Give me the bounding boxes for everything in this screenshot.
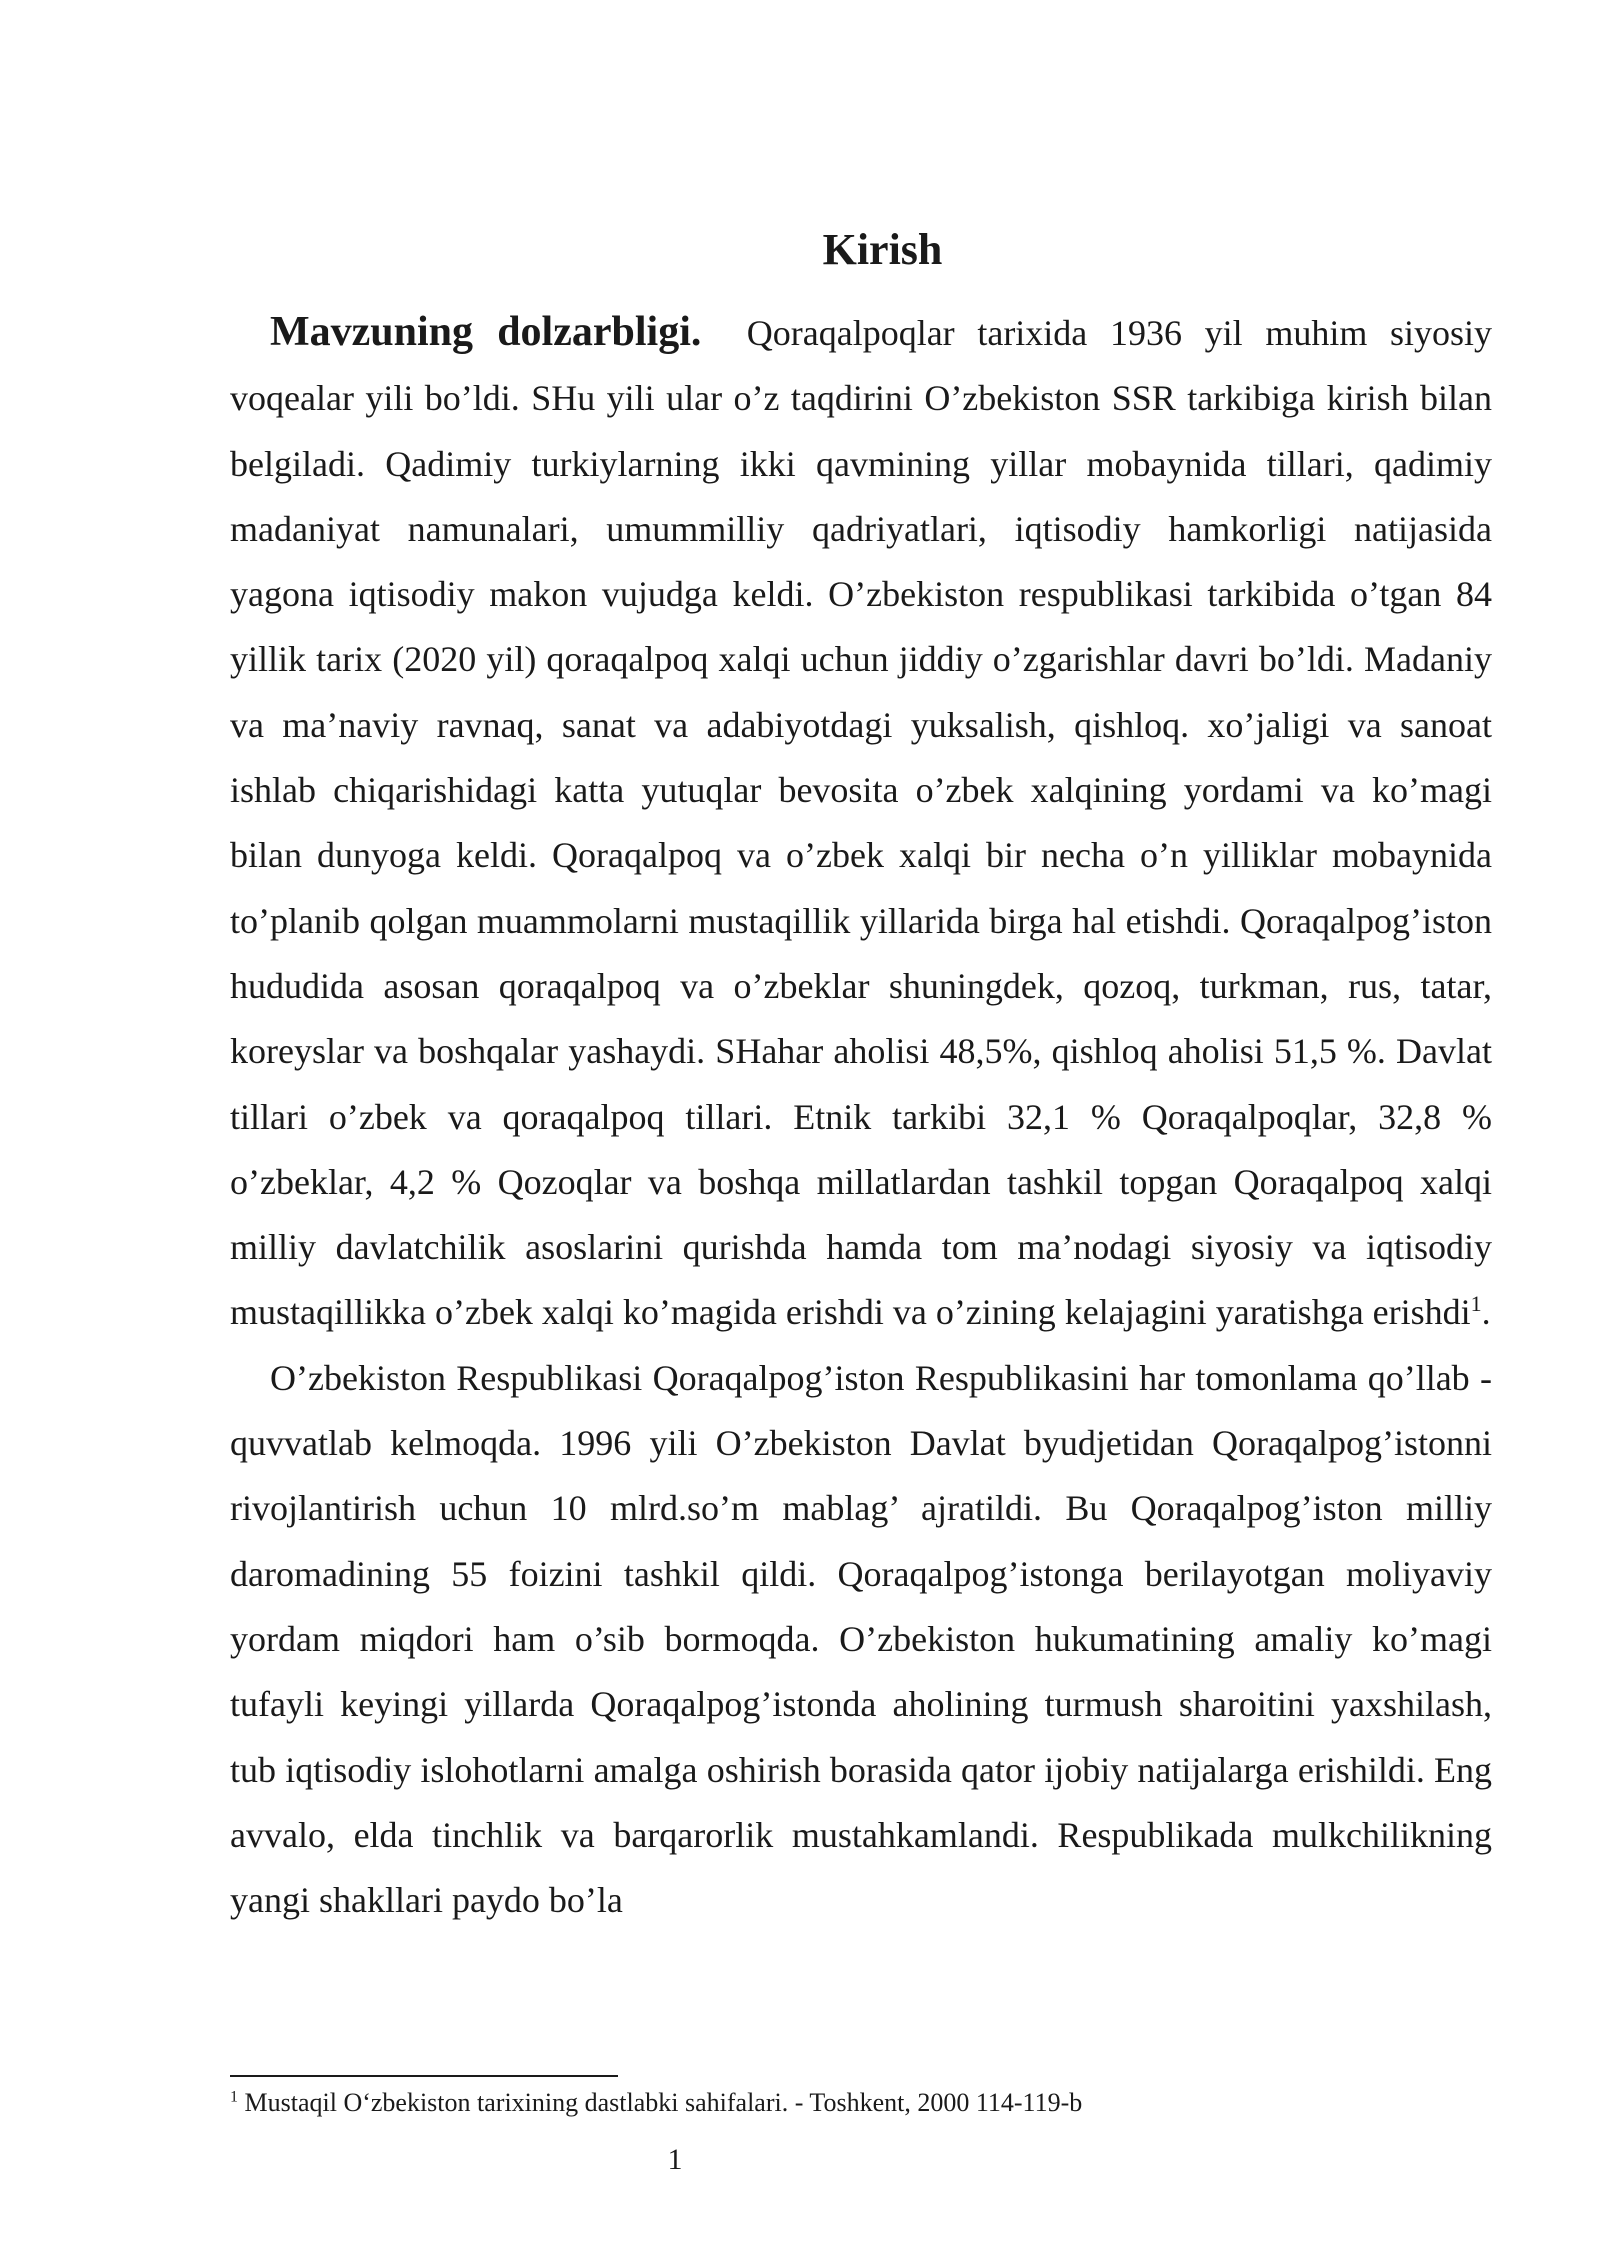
footnote-text: Mustaqil O‘zbekiston tarixining dastlabki sahifalari. - Toshkent, 2000 114-119-b [244,2088,1083,2117]
lead-heading: Mavzuning dolzarbligi. [270,309,702,355]
body-text [230,300,1492,1933]
footnote [230,2086,1082,2120]
paragraph-1-trailing: . [1481,1292,1491,1333]
page-title: Kirish [822,225,943,274]
paragraph-1-text: Qoraqalpoqlar tarixida 1936 yil muhim siyosiy voqealar yili bo’ldi. SHu yili ular o’z taqdirini O’zbekiston SSR tarkibiga kirish bilan belgiladi. Qadimiy turkiylarning ikki qavmining yillar mobaynida tillari, qadimiy madaniyat namunalari, umummilliy qadriyatlari, iqtisodiy hamkorligi natijasida yagona iqtisodiy makon vujudga keldi. O’zbekiston respublikasi tarkibida o’tgan 84 yillik tarix (2020 yil) qoraqalpoq xalqi uchun jiddiy o’zgarishlar davri bo’ldi. Madaniy va ma’naviy ravnaq, sanat va adabiyotdagi yuksalish, qishloq. xo’jaligi va sanoat ishlab chiqarishidagi katta yutuqlar bevosita o’zbek xalqining yordami va ko’magi bilan dunyoga keldi. Qoraqalpoq va o’zbek xalqi bir necha o’n yilliklar mobaynida to’planib qolgan muammolarni mustaqillik yillarida birga hal etishdi. Qoraqalpog’iston hududida asosan qoraqalpoq va o’zbeklar shuningdek, qozoq, turkman, rus, tatar, koreyslar va boshqalar yashaydi. SHahar aholisi 48,5%, qishloq aholisi 51,5 %. Davlat tillari o’zbek va qoraqalpoq tillari. Etnik tarkibi 32,1 % Qoraqalpoqlar, 32,8 % o’zbeklar, 4,2 % Qozoqlar va boshqa millatlardan tashkil topgan Qoraqalpoq xalqi milliy davlatchilik asoslarini qurishda hamda tom ma’nodagi siyosiy va iqtisodiy mustaqillikka o’zbek xalqi ko’magida erishdi va o’zining kelajagini yaratishga erishdi [230,313,1493,1333]
footnote-marker: 1 [230,2088,238,2106]
paragraph-2-text: O’zbekiston Respublikasi Qoraqalpog’iston Respublikasini har tomonlama qo’llab - quvvatlab kelmoqda. 1996 yili O’zbekiston Davlat byudjetidan Qoraqalpog’istonni rivojlantirish uchun 10 mlrd.so’m mablag’ ajratildi. Bu Qoraqalpog’iston milliy daromadining 55 foizini tashkil qildi. Qoraqalpog’istonga berilayotgan moliyaviy yordam miqdori ham o’sib bormoqda. O’zbekiston hukumatining amaliy ko’magi tufayli keyingi yillarda Qoraqalpog’istonda aholining turmush sharoitini yaxshilash, tub iqtisodiy islohotlarni amalga oshirish borasida qator ijobiy natijalarga erishildi. Eng avvalo, elda tinchlik va barqarorlik mustahkamlandi. Respublikada mulkchilikning yangi shakllari paydo bo’la [230,1357,1492,1921]
page-number: 1 [667,2143,683,2176]
paragraph-1 [230,300,1492,1346]
paragraph-2 [230,1346,1492,1934]
footnote-separator [230,2075,618,2077]
footnote-reference[interactable]: 1 [1470,1291,1482,1317]
